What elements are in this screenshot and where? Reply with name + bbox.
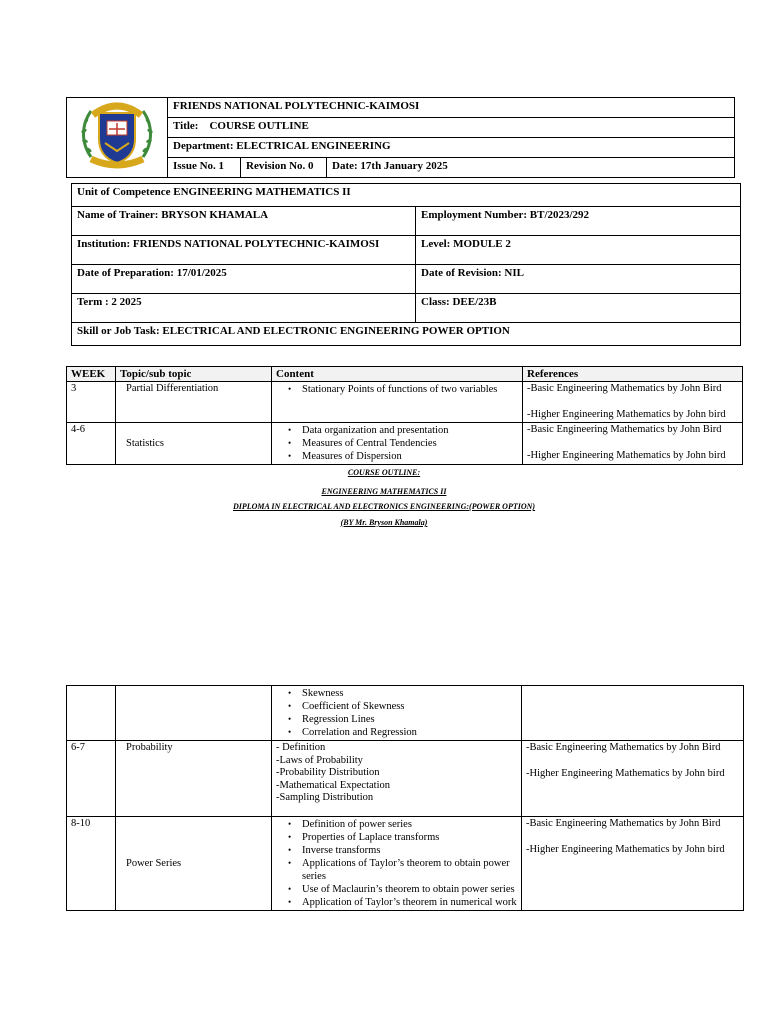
list-item: • Definition of power series: [302, 818, 517, 831]
list-item: • Coefficient of Skewness: [302, 700, 517, 713]
list-item: • Use of Maclaurin’s theorem to obtain power series: [302, 883, 517, 896]
col-content: Content: [272, 367, 523, 382]
content-cell: [272, 382, 523, 423]
title-label: Title:: [173, 120, 199, 132]
topic-cell: Probability: [116, 741, 272, 817]
week-cell: 3: [67, 382, 116, 423]
references-cell: [522, 741, 744, 817]
reference: -Basic Engineering Mathematics by John Bird: [526, 742, 721, 753]
week-cell: 4-6: [67, 423, 116, 465]
list-item: • Correlation and Regression: [302, 726, 517, 739]
title-subject: ENGINEERING MATHEMATICS II: [321, 487, 447, 496]
title-value: COURSE OUTLINE: [209, 120, 309, 132]
references-cell: [523, 382, 743, 423]
level-field: Level: MODULE 2: [416, 236, 741, 265]
reference: -Higher Engineering Mathematics by John bird: [527, 409, 726, 420]
preparation-date: Date of Preparation: 17/01/2025: [72, 265, 416, 294]
logo-cell: [67, 98, 168, 178]
reference: -Higher Engineering Mathematics by John bird: [526, 844, 725, 855]
skill-job-task: Skill or Job Task: ELECTRICAL AND ELECTRONIC ENGINEERING POWER OPTION: [72, 323, 741, 346]
title-diploma: DIPLOMA IN ELECTRICAL AND ELECTRONICS ENGINEERING:(POWER OPTION): [232, 502, 536, 511]
topics-header-row: [67, 367, 743, 382]
references-cell: [522, 817, 744, 911]
list-item: • Skewness: [302, 687, 517, 700]
list-item: • Measures of Dispersion: [302, 450, 518, 463]
revision-number: Revision No. 0: [241, 158, 327, 178]
reference: -Basic Engineering Mathematics by John Bird: [527, 424, 722, 435]
list-item: • Properties of Laplace transforms: [302, 831, 517, 844]
topic-cell: Statistics: [116, 423, 272, 465]
list-item: -Sampling Distribution: [276, 792, 374, 803]
list-item: • Inverse transforms: [302, 844, 517, 857]
list-item: -Probability Distribution: [276, 767, 380, 778]
title-author: (BY Mr. Bryson Khamala): [340, 518, 428, 527]
content-cell: [272, 741, 522, 817]
references-cell: [523, 423, 743, 465]
reference: -Higher Engineering Mathematics by John bird: [527, 450, 726, 461]
list-item: • Application of Taylor’s theorem in numerical work: [302, 896, 517, 909]
title-row: [168, 118, 735, 138]
content-cell: [272, 423, 523, 465]
reference: -Higher Engineering Mathematics by John bird: [526, 768, 725, 779]
department: Department: ELECTRICAL ENGINEERING: [168, 138, 735, 158]
table-row: [67, 382, 743, 423]
table-row: [67, 741, 744, 817]
issue-number: Issue No. 1: [168, 158, 241, 178]
list-item: • Data organization and presentation: [302, 424, 518, 437]
institution-logo: [77, 99, 157, 173]
title-course-outline: COURSE OUTLINE:: [347, 468, 421, 477]
class-field: Class: DEE/23B: [416, 294, 741, 323]
reference: -Basic Engineering Mathematics by John Bird: [527, 383, 722, 394]
content-cell: [272, 686, 522, 741]
topic-cell: [116, 686, 272, 741]
list-item: -Mathematical Expectation: [276, 779, 390, 791]
list-item: - Definition: [276, 742, 326, 753]
topic-cell: Partial Differentiation: [116, 382, 272, 423]
table-row: [67, 423, 743, 465]
term-field: Term : 2 2025: [72, 294, 416, 323]
list-item: • Measures of Central Tendencies: [302, 437, 518, 450]
table-row: [67, 817, 744, 911]
issue-date: Date: 17th January 2025: [327, 158, 735, 178]
continuation-table: [66, 685, 744, 911]
institution-name: FRIENDS NATIONAL POLYTECHNIC-KAIMOSI: [168, 98, 735, 118]
week-cell: 6-7: [67, 741, 116, 817]
institution-field: Institution: FRIENDS NATIONAL POLYTECHNIC-KAIMOSI: [72, 236, 416, 265]
header-table: [66, 97, 735, 178]
revision-date: Date of Revision: NIL: [416, 265, 741, 294]
content-cell: [272, 817, 522, 911]
col-references: References: [523, 367, 743, 382]
trainer-name: Name of Trainer: BRYSON KHAMALA: [72, 207, 416, 236]
list-item: • Regression Lines: [302, 713, 517, 726]
unit-of-competence: Unit of Competence ENGINEERING MATHEMATICS II: [72, 184, 741, 207]
unit-info-table: [71, 183, 741, 346]
week-cell: [67, 686, 116, 741]
topic-cell: Power Series: [116, 817, 272, 911]
week-cell: 8-10: [67, 817, 116, 911]
employment-number: Employment Number: BT/2023/292: [416, 207, 741, 236]
references-cell: [522, 686, 744, 741]
col-week: WEEK: [67, 367, 116, 382]
topics-table: [66, 366, 743, 465]
reference: -Basic Engineering Mathematics by John Bird: [526, 818, 721, 829]
list-item: -Laws of Probability: [276, 754, 363, 766]
table-row: [67, 686, 744, 741]
list-item: • Applications of Taylor’s theorem to obtain power series: [302, 857, 517, 883]
col-topic: Topic/sub topic: [116, 367, 272, 382]
list-item: • Stationary Points of functions of two variables: [302, 383, 518, 396]
